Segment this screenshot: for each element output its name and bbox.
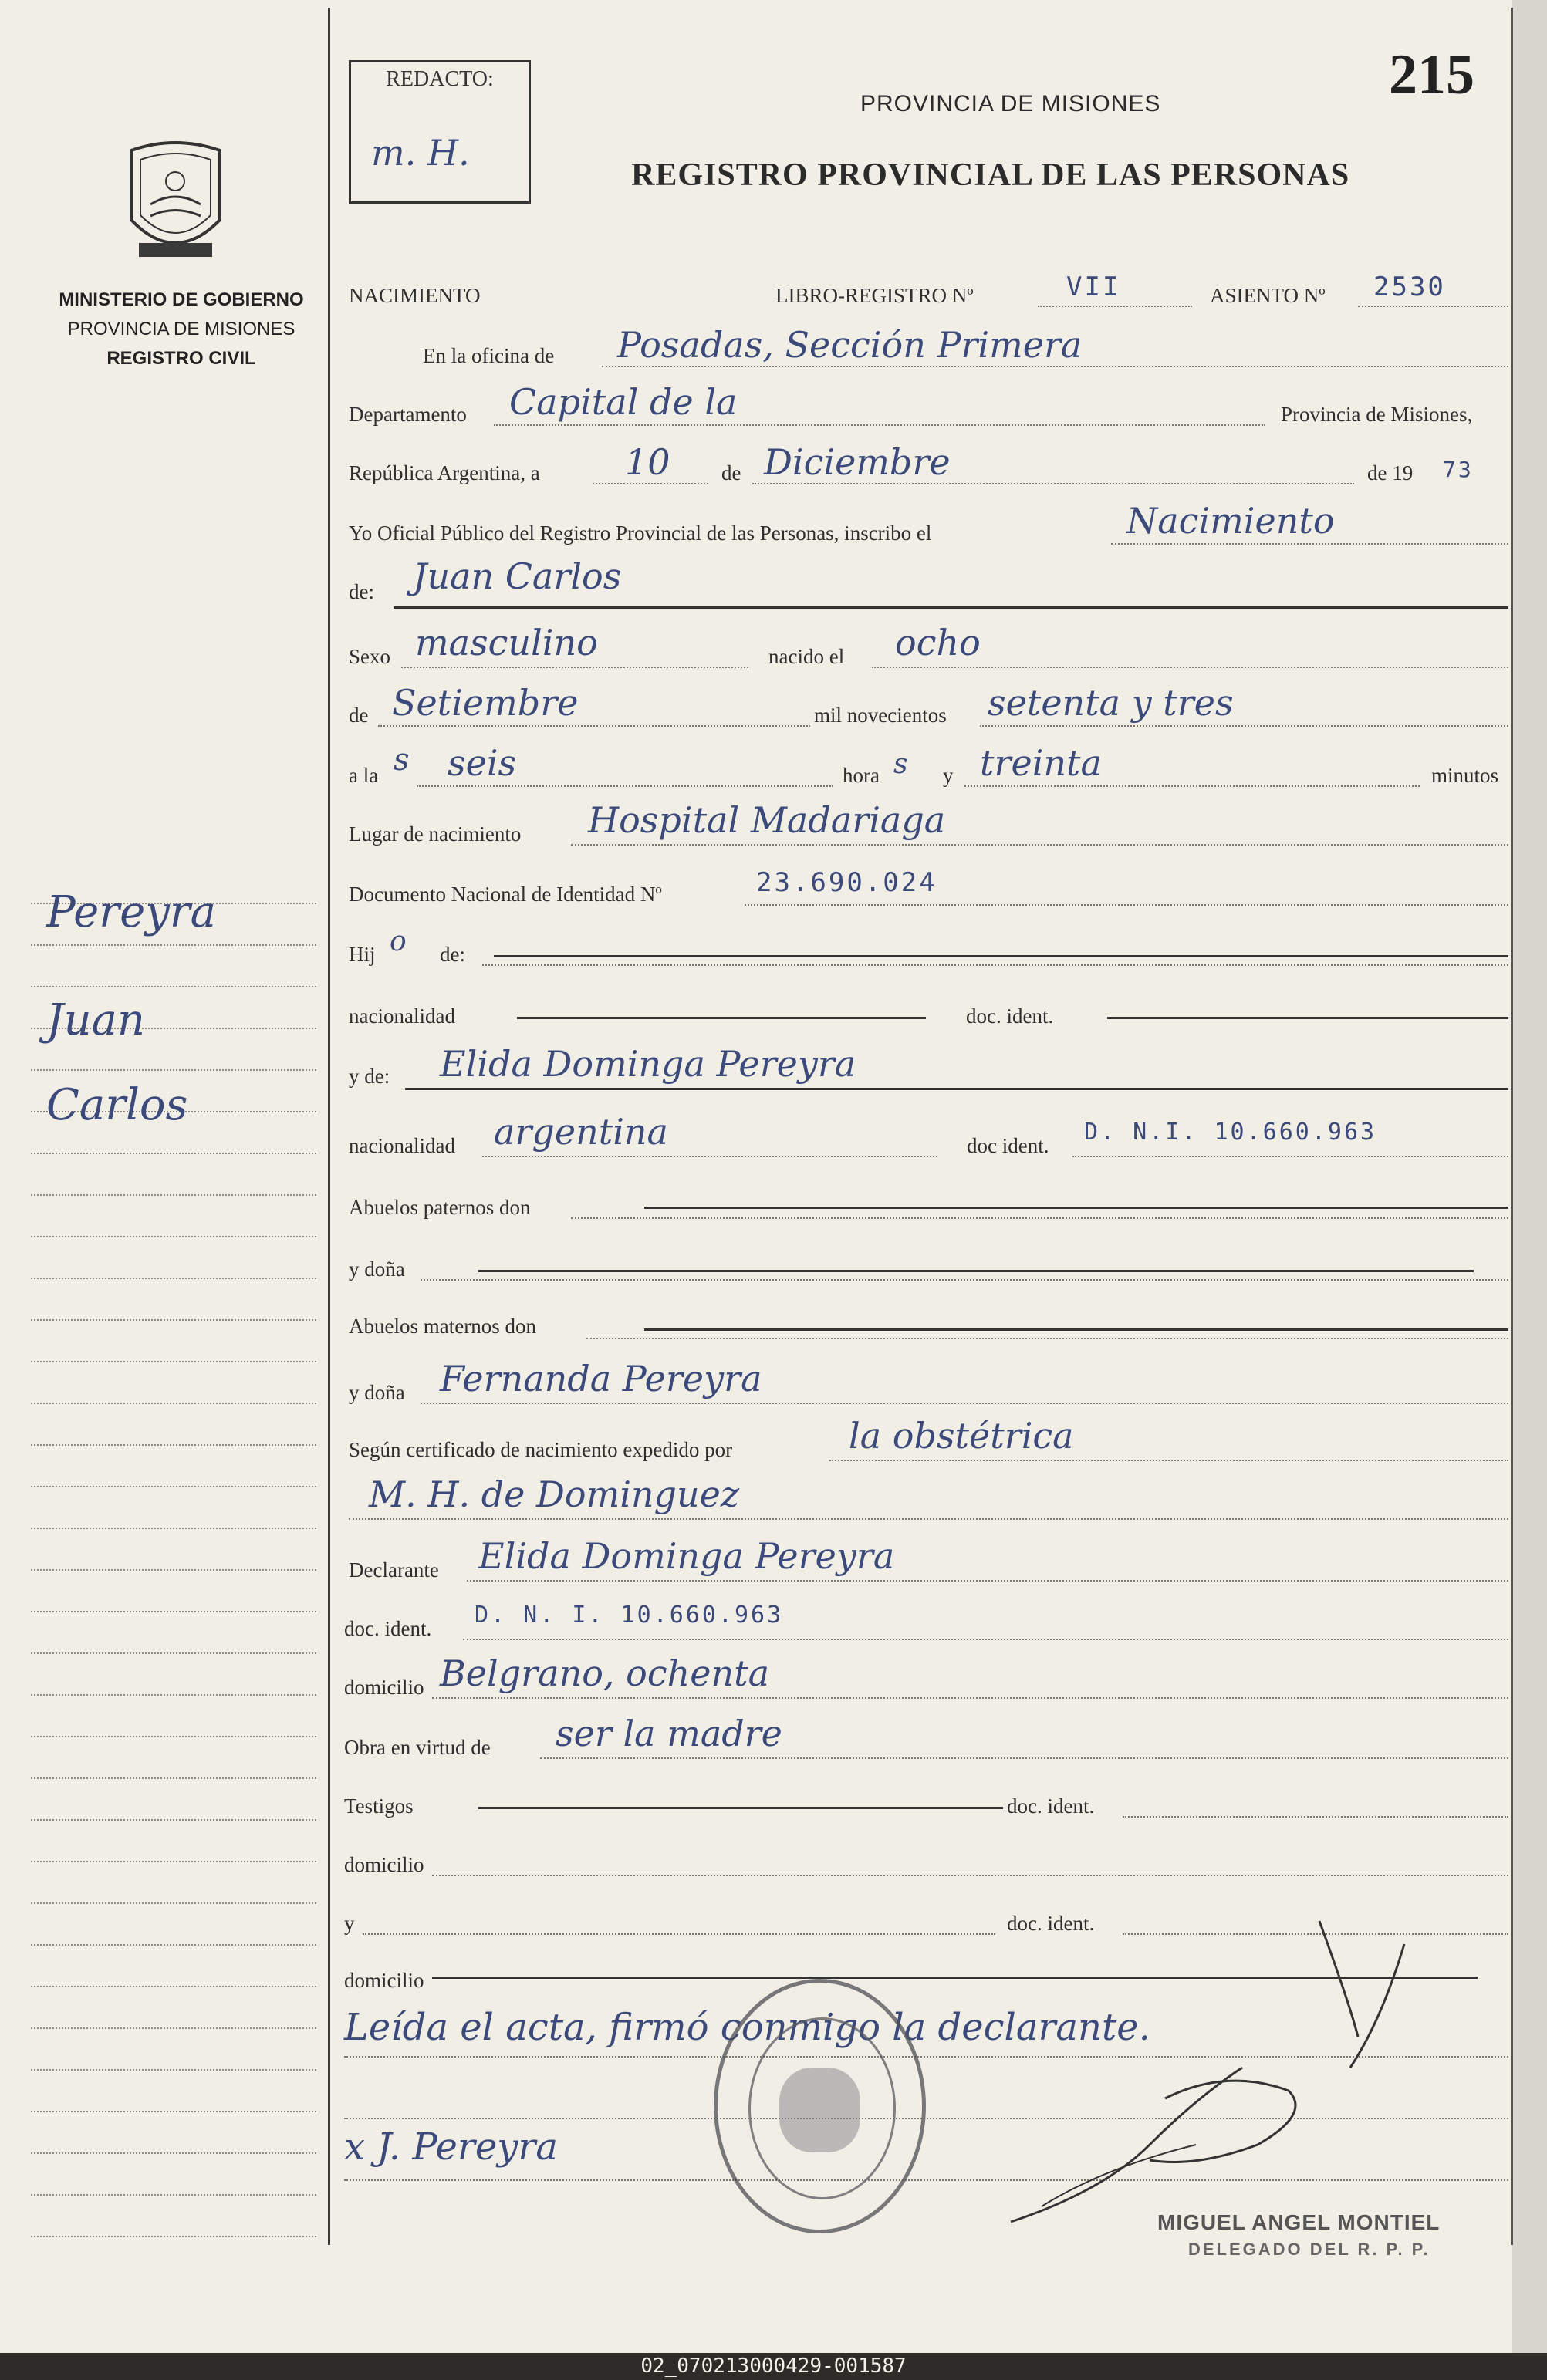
- official-name: MIGUEL ANGEL MONTIEL: [1157, 2210, 1441, 2234]
- hour-value: seis: [448, 742, 517, 784]
- asiento-line: [1358, 306, 1508, 307]
- hijo-de-label: de:: [440, 943, 465, 966]
- official-stamp-icon: [714, 1979, 926, 2233]
- margin-line: [31, 1694, 316, 1696]
- doc-ident1-label: doc. ident.: [966, 1004, 1054, 1028]
- margin-line: [31, 2236, 316, 2237]
- hijo-suffix-value: o: [390, 926, 407, 957]
- declarante-label: Declarante: [349, 1558, 439, 1582]
- birth-year-line: [980, 725, 1508, 727]
- margin-line: [31, 1569, 316, 1571]
- libro-line: [1038, 306, 1192, 307]
- inscribe-line: [1111, 543, 1508, 545]
- margin-line: [31, 1652, 316, 1654]
- departamento-label: Departamento: [349, 403, 467, 426]
- folio-number: 215: [1389, 43, 1474, 106]
- y2-line: [363, 1933, 995, 1935]
- certificado-value2: M. H. de Dominguez: [369, 1474, 740, 1515]
- name-line: [394, 606, 1508, 609]
- minutes-line: [964, 785, 1420, 787]
- margin-line: [31, 1777, 316, 1779]
- domicilio1-value: Belgrano, ochenta: [440, 1652, 770, 1694]
- margin-line: [31, 1194, 316, 1196]
- certificado-label: Según certificado de nacimiento expedido por: [349, 1438, 733, 1461]
- doc-ident3-line: [463, 1639, 1508, 1640]
- margin-line: [31, 1361, 316, 1362]
- margin-line: [31, 1153, 316, 1154]
- declarante-value: Elida Dominga Pereyra: [478, 1535, 895, 1577]
- y-dona1-dots: [421, 1279, 1508, 1281]
- margin-line: [31, 2194, 316, 2196]
- margin-line: [31, 1819, 316, 1821]
- obra-label: Obra en virtud de: [344, 1736, 491, 1759]
- departamento-value: Capital de la: [509, 381, 738, 423]
- margin-line: [31, 1861, 316, 1862]
- margin-line: [31, 986, 316, 987]
- ala-suffix-value: s: [394, 742, 410, 778]
- hijo-label: Hij: [349, 943, 376, 966]
- provincia-label: Provincia de Misiones,: [1281, 403, 1473, 426]
- nacionalidad2-value: argentina: [494, 1111, 668, 1153]
- abuelos-paternos-dots: [571, 1217, 1508, 1219]
- sexo-label: Sexo: [349, 645, 390, 668]
- official-signature-icon: [949, 1913, 1489, 2237]
- right-column-border: [1511, 8, 1513, 2245]
- margin-firstname: Juan: [46, 995, 145, 1045]
- margin-line: [31, 1069, 316, 1071]
- margin-line: [31, 1944, 316, 1946]
- month-line: [752, 483, 1354, 484]
- certificado-value: la obstétrica: [849, 1415, 1074, 1457]
- margin-line: [31, 1986, 316, 1987]
- y-dona2-label: y doña: [349, 1381, 405, 1404]
- dni-label: Documento Nacional de Identidad Nº: [349, 883, 662, 906]
- province-title: PROVINCIA DE MISIONES: [860, 91, 1161, 116]
- margin-line: [31, 1319, 316, 1321]
- margin-line: [31, 1611, 316, 1612]
- departamento-line: [494, 424, 1265, 426]
- sexo-value: masculino: [415, 622, 598, 663]
- y-label: y: [943, 764, 954, 787]
- obra-value: ser la madre: [556, 1713, 782, 1754]
- coat-of-arms-icon: [123, 135, 228, 266]
- margin-line: [31, 1736, 316, 1737]
- birth-month-line: [378, 725, 810, 727]
- y-dona1-label: y doña: [349, 1258, 405, 1281]
- asiento-label: ASIENTO Nº: [1210, 284, 1326, 307]
- doc-ident2-line: [1072, 1156, 1508, 1157]
- horas-suffix-value: s: [893, 748, 908, 780]
- certificado-line2: [349, 1518, 1508, 1520]
- nacionalidad1-label: nacionalidad: [349, 1004, 455, 1028]
- asiento-value: 2530: [1373, 272, 1446, 302]
- father-line: [494, 955, 1508, 957]
- father-dots: [482, 964, 1508, 966]
- dni-value: 23.690.024: [756, 867, 937, 898]
- margin-line: [31, 1486, 316, 1487]
- domicilio3-label: domicilio: [344, 1969, 424, 1992]
- page-edge: [1512, 0, 1547, 2353]
- margin-line: [31, 1236, 316, 1237]
- lugar-label: Lugar de nacimiento: [349, 822, 522, 846]
- birth-year-value: setenta y tres: [988, 682, 1234, 724]
- margin-line: [31, 1528, 316, 1529]
- doc-ident4-line: [1123, 1816, 1508, 1818]
- doc-ident1-line: [1107, 1017, 1508, 1019]
- margin-line: [31, 2027, 316, 2029]
- abuelos-maternos-line: [644, 1328, 1508, 1331]
- y-dona1-line: [478, 1270, 1474, 1272]
- horas-label: hora: [843, 764, 880, 787]
- left-column-border: [328, 8, 330, 2245]
- margin-line: [31, 944, 316, 946]
- nacido-line: [872, 667, 1508, 668]
- doc-ident5-label: doc. ident.: [1007, 1912, 1095, 1935]
- closing-text: Leída el acta, firmó conmigo la declarante.: [344, 2006, 1150, 2049]
- nacionalidad2-label: nacionalidad: [349, 1134, 455, 1157]
- domicilio1-line: [432, 1697, 1508, 1699]
- margin-surname: Pereyra: [46, 887, 217, 937]
- oficial-label: Yo Oficial Público del Registro Provincial de las Personas, inscribo el: [349, 522, 932, 545]
- republica-label: República Argentina, a: [349, 461, 540, 484]
- abuelos-maternos-dots: [586, 1338, 1508, 1339]
- y2-label: y: [344, 1912, 355, 1935]
- declarante-line: [467, 1580, 1508, 1582]
- mil-label: mil novecientos: [814, 704, 947, 727]
- redacto-label: REDACTO:: [386, 67, 494, 91]
- nacionalidad2-line: [482, 1156, 937, 1157]
- nacido-label: nacido el: [768, 645, 845, 668]
- registry-title: REGISTRO PROVINCIAL DE LAS PERSONAS: [631, 157, 1350, 193]
- de2-label: de: [349, 704, 369, 727]
- hour-line: [417, 785, 833, 787]
- libro-label: LIBRO-REGISTRO Nº: [775, 284, 974, 307]
- margin-line: [31, 1278, 316, 1279]
- de-label: de: [721, 461, 741, 484]
- certificado-line: [829, 1460, 1508, 1461]
- redacto-value: m. H.: [371, 132, 470, 174]
- year-suffix-value: 73: [1443, 457, 1474, 482]
- ministry-block: [39, 285, 324, 373]
- ministry-line3: REGISTRO CIVIL: [106, 348, 256, 369]
- margin-line: [31, 1444, 316, 1446]
- nacionalidad1-line: [517, 1017, 926, 1019]
- obra-line: [540, 1757, 1508, 1759]
- y-dona2-value: Fernanda Pereyra: [440, 1358, 762, 1399]
- month-value: Diciembre: [764, 441, 951, 483]
- doc-ident3-value: D. N. I. 10.660.963: [475, 1602, 784, 1629]
- sexo-line: [401, 667, 748, 668]
- doc-ident2-label: doc ident.: [967, 1134, 1049, 1157]
- testigos-label: Testigos: [344, 1794, 414, 1818]
- mother-value: Elida Dominga Pereyra: [440, 1043, 856, 1085]
- oficina-line: [602, 366, 1508, 367]
- y-dona2-line: [421, 1403, 1508, 1404]
- ministry-line1: MINISTERIO DE GOBIERNO: [59, 289, 304, 310]
- year-prefix-label: de 19: [1367, 461, 1414, 484]
- oficina-value: Posadas, Sección Primera: [617, 324, 1083, 366]
- margin-line: [31, 2069, 316, 2071]
- minutos-label: minutos: [1431, 764, 1499, 787]
- day-line: [593, 483, 708, 484]
- de-name-label: de:: [349, 580, 374, 603]
- stamp-emblem: [779, 2068, 860, 2152]
- margin-middlename: Carlos: [46, 1080, 188, 1130]
- file-id-bar: [0, 2353, 1547, 2380]
- doc-ident3-label: doc. ident.: [344, 1617, 432, 1640]
- redacto-box: [349, 60, 531, 204]
- official-title: DELEGADO DEL R. P. P.: [1188, 2240, 1430, 2259]
- doc-ident2-value: D. N.I. 10.660.963: [1084, 1119, 1377, 1146]
- lugar-value: Hospital Madariaga: [588, 799, 946, 841]
- nacido-value: ocho: [895, 622, 981, 663]
- libro-value: VII: [1066, 272, 1121, 302]
- lugar-line: [571, 844, 1508, 846]
- ala-label: a la: [349, 764, 379, 787]
- dni-line: [745, 904, 1508, 906]
- child-name-value: Juan Carlos: [413, 555, 622, 597]
- testigos-line: [478, 1807, 1003, 1809]
- margin-line: [31, 2111, 316, 2112]
- oficina-label: En la oficina de: [423, 344, 555, 367]
- margin-line: [31, 1902, 316, 1904]
- file-id: 02_070213000429-001587: [640, 2355, 907, 2378]
- abuelos-paternos-line: [644, 1207, 1508, 1209]
- y-de-label: y de:: [349, 1065, 390, 1088]
- day-value: 10: [625, 441, 670, 483]
- margin-line: [31, 1403, 316, 1404]
- birth-month-value: Setiembre: [392, 682, 579, 724]
- domicilio2-label: domicilio: [344, 1853, 424, 1876]
- domicilio1-label: domicilio: [344, 1676, 424, 1699]
- declarant-signature: x J. Pereyra: [344, 2125, 558, 2169]
- inscribe-value: Nacimiento: [1126, 500, 1335, 542]
- act-type-label: NACIMIENTO: [349, 284, 481, 307]
- doc-ident4-label: doc. ident.: [1007, 1794, 1095, 1818]
- minutes-value: treinta: [980, 742, 1102, 784]
- ministry-line2: PROVINCIA DE MISIONES: [67, 319, 296, 339]
- domicilio2-line: [432, 1875, 1508, 1876]
- mother-line: [405, 1088, 1508, 1090]
- abuelos-maternos-label: Abuelos maternos don: [349, 1315, 536, 1338]
- abuelos-paternos-label: Abuelos paternos don: [349, 1196, 531, 1219]
- margin-line: [31, 2152, 316, 2154]
